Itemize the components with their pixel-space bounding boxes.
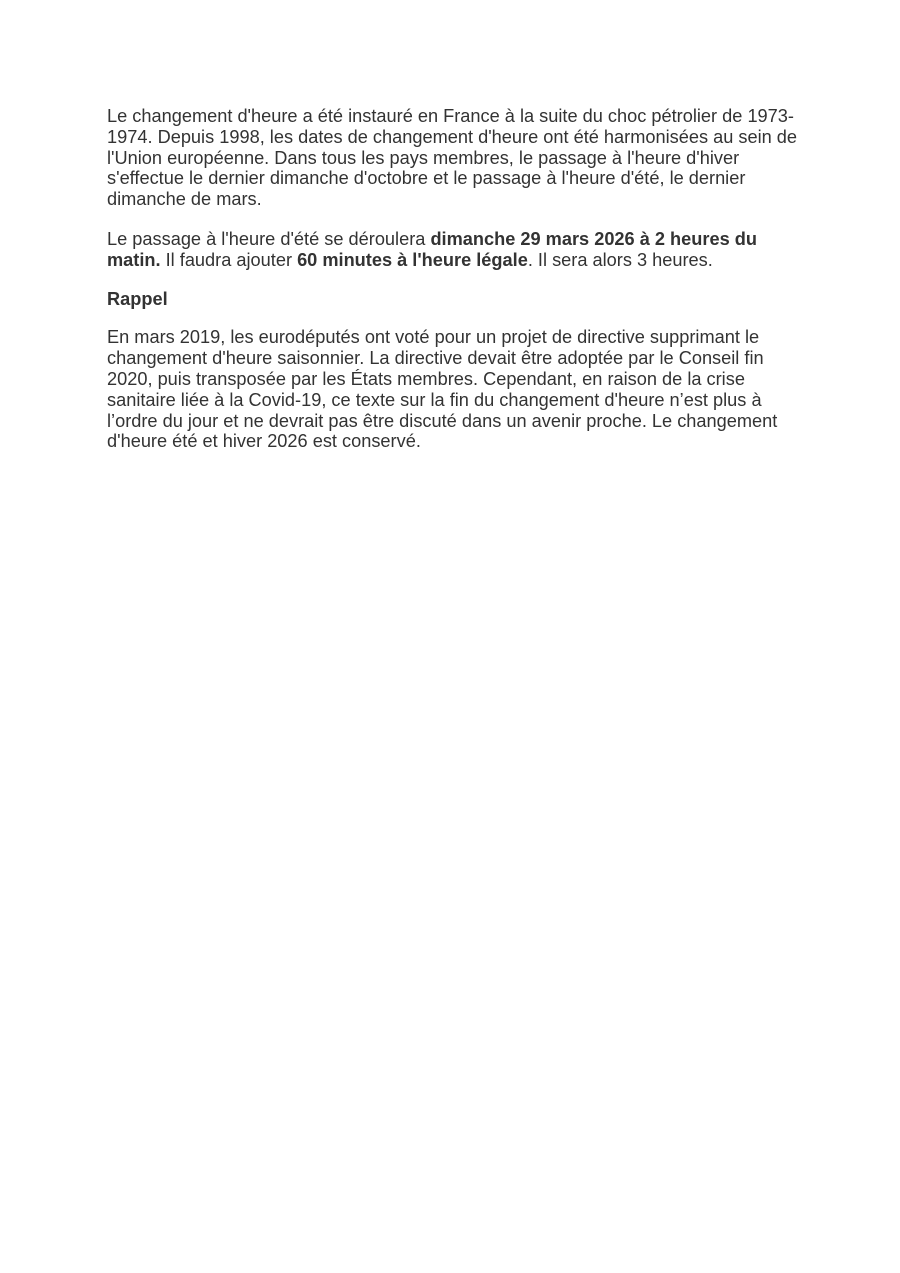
summer-time-paragraph — [107, 229, 807, 271]
summer-time-offset: 60 minutes à l'heure légale — [297, 249, 528, 270]
reminder-paragraph: En mars 2019, les eurodéputés ont voté pour un projet de directive supprimant le changement d'heure saisonnier. La directive devait être adoptée par le Conseil fin 2020, puis transposée par les États membres. Cependant, en raison de la crise sanitaire liée à la Covid-19, ce texte sur la fin du changement d'heure n’est plus à l’ordre du jour et ne devrait pas être discuté dans un avenir proche. Le changement d'heure été et hiver 2026 est conservé. — [107, 327, 778, 452]
document-page — [107, 106, 807, 470]
reminder-heading: Rappel — [107, 288, 168, 309]
summer-time-date: dimanche 29 mars 2026 à 2 heures du matin. — [107, 228, 757, 270]
summer-time-text-2: Il faudra ajouter — [160, 249, 298, 270]
intro-paragraph: Le changement d'heure a été instauré en France à la suite du choc pétrolier de 1973-1974. Depuis 1998, les dates de changement d'heure ont été harmonisées au sein de l'Union européenne. Dans tous les pays membres, le passage à l'heure d'hiver s'effectue le dernier dimanche d'octobre et le passage à l'heure d'été, le dernier dimanche de mars. — [107, 106, 798, 210]
summer-time-text-1: Le passage à l'heure d'été se déroulera — [107, 228, 431, 249]
summer-time-text-3: . Il sera alors 3 heures. — [527, 249, 713, 270]
